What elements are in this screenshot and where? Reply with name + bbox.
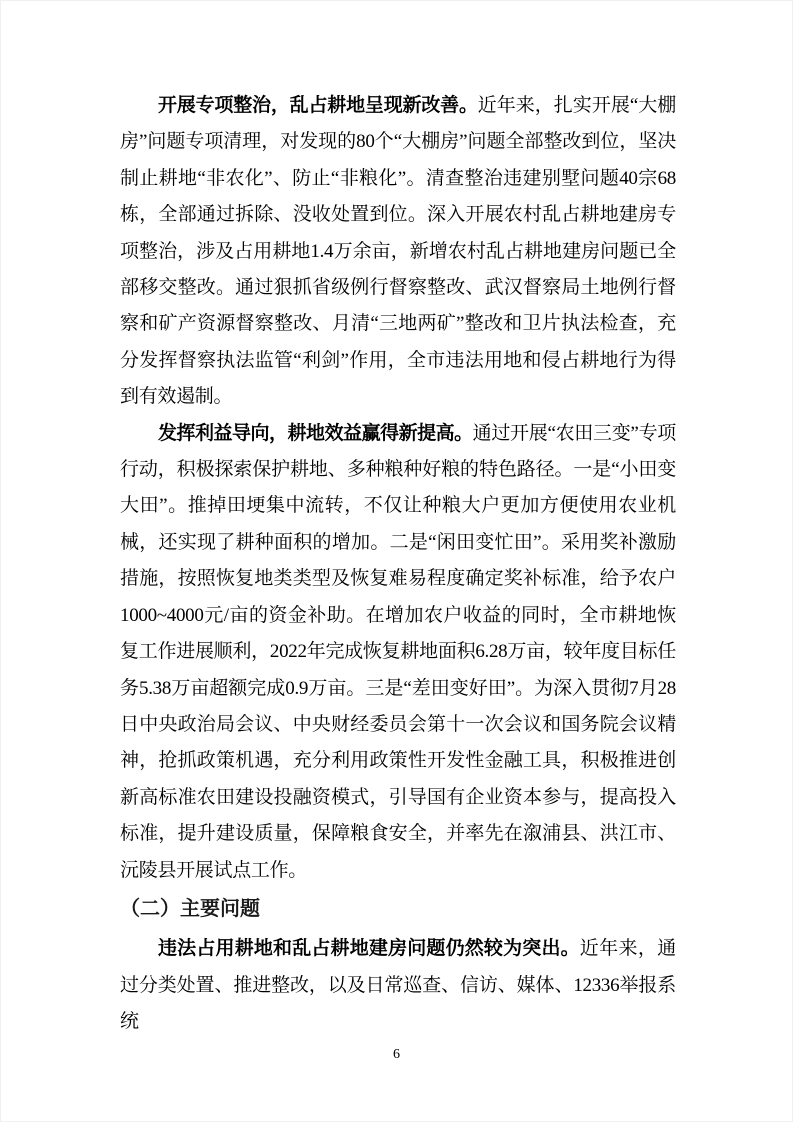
paragraph-lead-bold: 发挥利益导向，耕地效益赢得新提高。	[158, 422, 473, 444]
paragraph-lead-bold: 开展专项整治，乱占耕地呈现新改善。	[158, 95, 478, 116]
paragraph-body-text: 近年来，扎实开展“大棚房”问题专项清理，对发现的80个“大棚房”问题全部整改到位，坚决制止耕地“非农化”、防止“非粮化”。清查整治违建别墅问题40宗68栋，全部通过拆除、没收处置到位。深入开展农村乱占耕地建房专项整治，涉及占用耕地1.4万余亩，新增农村乱占耕地建房问题已全部移交整改。通过狠抓省级例行督察整改、武汉督察局土地例行督察和矿产资源督察整改、月清“三地两矿”整改和卫片执法检查，充分发挥督察执法监管“利剑”作用，全市违法用地和侵占耕地行为得到有效遏制。	[120, 95, 676, 408]
paragraph-illegal-occupation	[120, 931, 676, 1040]
paragraph-lead-bold: 违法占用耕地和乱占耕地建房问题仍然较为突出。	[158, 938, 580, 960]
paragraph-special-rectification	[120, 88, 676, 416]
paragraph-body-text: 通过开展“农田三变”专项行动，积极探索保护耕地、多种粮种好粮的特色路径。一是“小田变大田”。推掉田埂集中流转，不仅让种粮大户更加方便使用农业机械，还实现了耕种面积的增加。二是“闲田变忙田”。采用奖补激励措施，按照恢复地类类型及恢复难易程度确定奖补标准，给予农户1000~4000元/亩的资金补助。在增加农户收益的同时，全市耕地恢复工作进展顺利，2022年完成恢复耕地面积6.28万亩，较年度目标任务5.38万亩超额完成0.9万亩。三是“差田变好田”。为深入贯彻7月28日中央政治局会议、中央财经委员会第十一次会议和国务院会议精神，抢抓政策机遇，充分利用政策性开发性金融工具，积极推进创新高标准农田建设投融资模式，引导国有企业资本参与，提高投入标准，提升建设质量，保障粮食安全，并率先在溆浦县、洪江市、沅陵县开展试点工作。	[120, 422, 676, 881]
page-number: 6	[393, 1047, 400, 1062]
document-body	[120, 88, 676, 1041]
section-heading-main-problems: （二）主要问题	[120, 897, 260, 920]
paragraph-body-text: 近年来，通过分类处置、推进整改，以及日常巡查、信访、媒体、12336举报系统	[120, 938, 676, 1033]
paragraph-benefit-orientation	[120, 416, 676, 889]
